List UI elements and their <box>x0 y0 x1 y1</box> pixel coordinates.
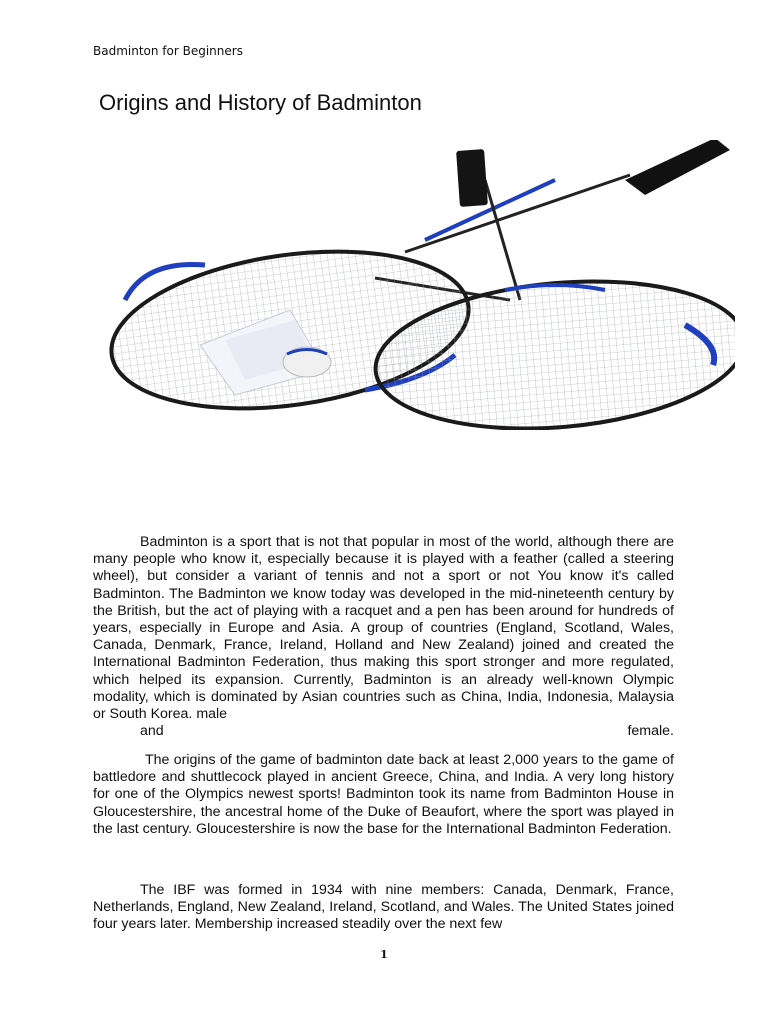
paragraph-2 <box>93 752 674 838</box>
paragraph-3 <box>93 882 674 934</box>
paragraph-1-text: Badminton is a sport that is not that popular in most of the world, although there are many people who know it, especially because it is played with a feather (called a steering wheel), but consider a variant of tennis and not a sport or not You know it's called Badminton. The Badminton we know today was developed in the mid-nineteenth century by the British, but the act of playing with a racquet and a pen has been around for hundreds of years, especially in Europe and Asia. A group of countries (England, Scotland, Wales, Canada, Denmark, France, Ireland, Holland and New Zealand) joined and created the International Badminton Federation, thus making this sport stronger and more regulated, which helped its expansion. Currently, Badminton is an already well-known Olympic modality, which is dominated by Asian countries such as China, India, Indonesia, Malaysia or South Korea. male <box>93 534 674 723</box>
running-header: Badminton for Beginners <box>93 44 243 58</box>
page-number: 1 <box>380 948 388 961</box>
page-title: Origins and History of Badminton <box>99 90 422 115</box>
paragraph-3-text: The IBF was formed in 1934 with nine members: Canada, Denmark, France, Netherlands, England, New Zealand, Ireland, Scotland, and Wales. The United States joined four years later. Membership increased steadily over the next few <box>93 882 674 933</box>
paragraph-1 <box>93 534 674 740</box>
paragraph-1-tail: and female. <box>140 723 674 740</box>
paragraph-2-text: The origins of the game of badminton date back at least 2,000 years to the game of battledore and shuttlecock played in ancient Greece, China, and India. A very long history for one of the Olympics newest sports! Badminton took its name from Badminton House in Gloucestershire, the ancestral home of the Duke of Beaufort, where the sport was played in the last century. Gloucestershire is now the base for the International Badminton Federation. <box>93 752 674 837</box>
badminton-racquets-and-shuttlecock-icon <box>85 140 735 430</box>
